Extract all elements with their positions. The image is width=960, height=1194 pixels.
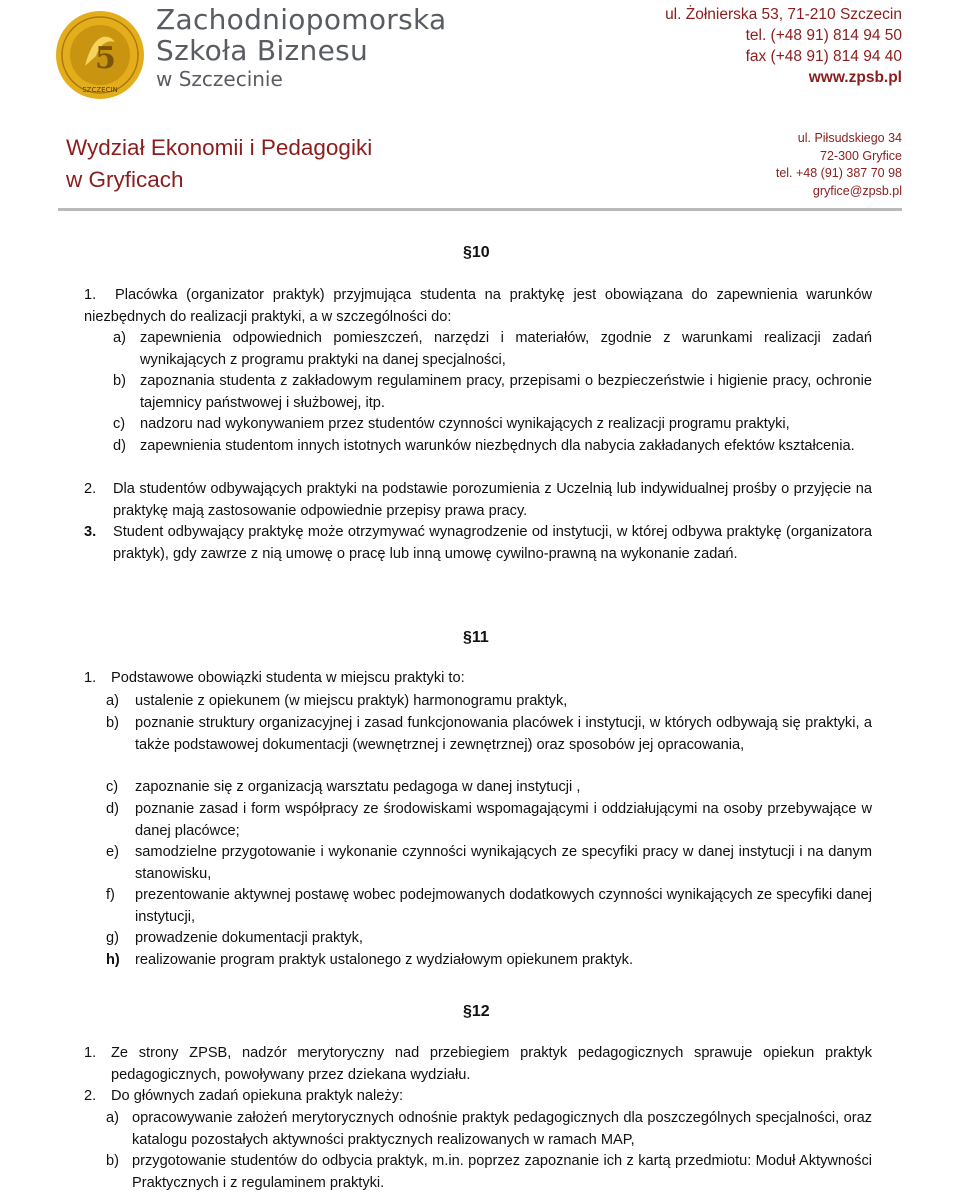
list-marker: a): [113, 330, 126, 346]
section-title: §12: [463, 1003, 490, 1020]
main-contact: [665, 4, 902, 88]
list-item: [113, 414, 872, 436]
paragraph: [84, 522, 872, 565]
list-marker: b): [113, 373, 126, 389]
list-item: [106, 691, 872, 713]
paragraph-text: Podstawowe obowiązki studenta w miejscu praktyki to:: [111, 670, 465, 686]
list-text: prezentowanie aktywnej postawę wobec podejmowanych dodatkowych czynności wynikających ze specyfiki danej instytucji,: [135, 887, 872, 925]
fax: fax (+48 91) 814 94 40: [745, 48, 902, 65]
school-name: [156, 4, 446, 92]
list-marker: d): [106, 801, 119, 817]
list-item: [106, 1108, 872, 1151]
list-marker: a): [106, 1110, 119, 1126]
school-name-line: Zachodniopomorska: [156, 3, 447, 36]
paragraph-text: Dla studentów odbywających praktyki na podstawie porozumienia z Uczelnią lub indywidualnej prośby o przyjęcie na praktykę mają zastosowanie odpowiednie przepisy prawa pracy.: [113, 481, 872, 519]
list-text: zapoznanie się z organizacją warsztatu pedagoga w danej instytucji ,: [135, 779, 581, 795]
faculty-city: 72-300 Gryfice: [820, 148, 902, 163]
list-text: zapoznania studenta z zakładowym regulaminem pracy, przepisami o bezpieczeństwie i higienie pracy, ochronie tajemnicy państwowej i służbowej, itp.: [140, 373, 872, 411]
list-marker: f): [106, 887, 115, 903]
list-marker: c): [113, 416, 126, 432]
paragraph-text: Student odbywający praktykę może otrzymywać wynagrodzenie od instytucji, w której odbywa praktykę (organizatora praktyk), gdy zawrze z nią umowę o pracę lub inną umowę cywilno-prawną na wykonanie zadań.: [113, 524, 872, 562]
list-marker: b): [106, 1153, 119, 1169]
list-item: [113, 371, 872, 414]
list-item: [113, 328, 872, 371]
paragraph: [84, 285, 872, 328]
phone: tel. (+48 91) 814 94 50: [745, 27, 902, 44]
paragraph: [84, 1043, 872, 1086]
list-item: [106, 950, 872, 972]
paragraph-text: Ze strony ZPSB, nadzór merytoryczny nad przebiegiem praktyk pedagogicznych sprawuje opiekun praktyk pedagogicznych, powoływany przez dziekana wydziału.: [111, 1045, 872, 1083]
paragraph-text: Do głównych zadań opiekuna praktyk należy:: [111, 1088, 404, 1104]
list-item: [106, 713, 872, 756]
list-item: [106, 842, 872, 885]
list-item: [106, 928, 872, 950]
paragraph: [84, 668, 872, 690]
website-link[interactable]: www.zpsb.pl: [808, 69, 902, 86]
list-item: [113, 436, 872, 458]
letterhead: [0, 0, 960, 215]
list-marker: c): [106, 779, 119, 795]
faculty-email-link[interactable]: gryfice@zpsb.pl: [812, 183, 902, 198]
school-name-line: Szkoła Biznesu: [156, 34, 369, 67]
faculty-line: w Gryficach: [66, 167, 184, 192]
list-text: opracowywanie założeń merytorycznych odnośnie praktyk pedagogicznych dla poszczególnych specjalności, oraz katalogu pozostałych aktywności praktycznych realizowanych w ramach MAP,: [132, 1110, 872, 1148]
paragraph-number: 1.: [84, 670, 97, 686]
list-marker: a): [106, 693, 119, 709]
list-text: przygotowanie studentów do odbycia praktyk, m.in. poprzez zapoznanie ich z kartą przedmiotu: Moduł Aktywności Praktycznych i z regulaminem praktyki.: [132, 1153, 872, 1191]
header-divider: [58, 208, 902, 211]
paragraph-number: 1.: [84, 287, 97, 303]
list-item: [106, 885, 872, 928]
list-text: samodzielne przygotowanie i wykonanie czynności wynikających ze specyfiki pracy w danej instytucji i na danym stanowisku,: [135, 844, 872, 882]
faculty-line: Wydział Ekonomii i Pedagogiki: [66, 135, 373, 160]
paragraph-number: 3.: [84, 524, 97, 540]
paragraph-number: 1.: [84, 1045, 97, 1061]
list-marker: h): [106, 952, 120, 968]
list-item: [106, 1151, 872, 1194]
list-text: poznanie zasad i form współpracy ze środowiskami wspomagającymi i oddziałującymi na osoby przebywające w danej placówce;: [135, 801, 872, 839]
paragraph-number: 2.: [84, 1088, 97, 1104]
list-text: realizowanie program praktyk ustalonego z wydziałowym opiekunem praktyk.: [135, 952, 634, 968]
list-item: [106, 799, 872, 842]
list-text: prowadzenie dokumentacji praktyk,: [135, 930, 363, 946]
list-marker: g): [106, 930, 119, 946]
list-text: ustalenie z opiekunem (w miejscu praktyk) harmonogramu praktyk,: [135, 693, 568, 709]
list-text: zapewnienia studentom innych istotnych warunków niezbędnych dla nabycia zakładanych efektów kształcenia.: [140, 438, 855, 454]
school-logo-icon: [55, 10, 145, 100]
school-name-line: w Szczecinie: [156, 67, 283, 91]
list-item: [106, 777, 872, 799]
section-title: §10: [463, 244, 490, 261]
paragraph: [84, 479, 872, 522]
list-marker: e): [106, 844, 119, 860]
list-marker: b): [106, 715, 119, 731]
faculty-phone: tel. +48 (91) 387 70 98: [775, 166, 902, 180]
logo-text: SZCZECIN: [82, 86, 118, 94]
list-marker: d): [113, 438, 126, 454]
svg-text:5: 5: [95, 41, 116, 76]
section-title: §11: [463, 629, 489, 646]
paragraph-text: Placówka (organizator praktyk) przyjmująca studenta na praktykę jest obowiązana do zapewnienia warunków niezbędnych do realizacji praktyki, a w szczególności do:: [84, 287, 872, 325]
faculty-address: ul. Piłsudskiego 34: [797, 131, 902, 145]
address: ul. Żołnierska 53, 71-210 Szczecin: [665, 6, 902, 23]
faculty-contact: [776, 130, 902, 200]
paragraph-number: 2.: [84, 481, 97, 497]
list-text: nadzoru nad wykonywaniem przez studentów czynności wynikających z realizacji programu praktyki,: [140, 416, 790, 432]
faculty-name: [66, 132, 372, 196]
list-text: poznanie struktury organizacyjnej i zasad funkcjonowania placówek i instytucji, w których odbywają się praktyki, a także podstawowej dokumentacji (wewnętrznej i zewnętrznej) oraz sposobów jej opracowania,: [135, 715, 872, 753]
paragraph: [84, 1086, 872, 1108]
list-text: zapewnienia odpowiednich pomieszczeń, narzędzi i materiałów, zgodnie z warunkami realizacji zadań wynikających z programu praktyki na danej specjalności,: [140, 330, 872, 368]
